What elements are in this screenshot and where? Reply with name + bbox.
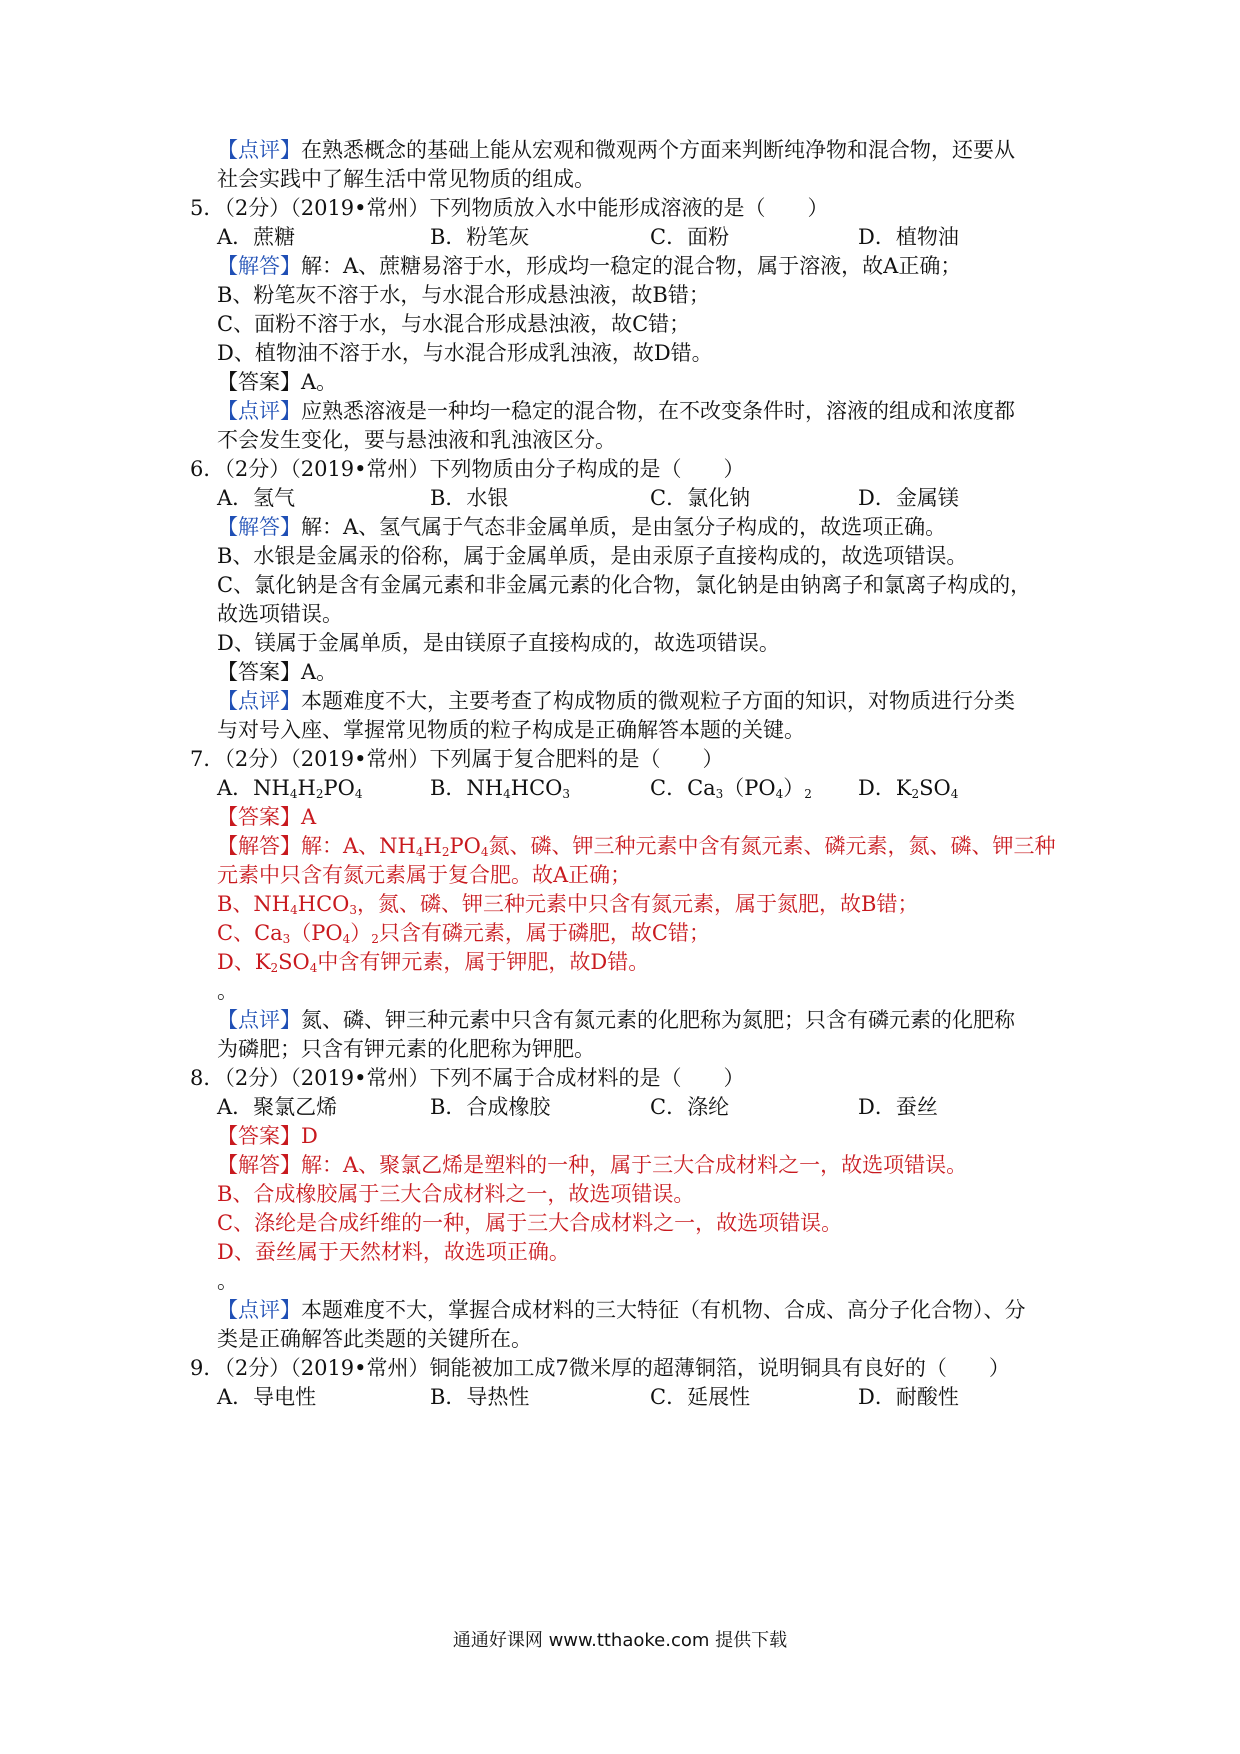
q7-option-b: B．$NH_4HCO_3$ bbox=[430, 776, 571, 801]
q5-solution-line-3: C、面粉不溶于水，与水混合形成悬浊液，故C错； bbox=[217, 312, 691, 336]
comment-label: 【点评】 bbox=[217, 399, 301, 423]
q7-stem: 7．（2分）（2019•常州）下列属于复合肥料的是（ ） bbox=[190, 747, 724, 771]
q8-solution-line-4: D、蚕丝属于天然材料，故选项正确。 bbox=[217, 1240, 570, 1264]
q6-options bbox=[217, 482, 959, 514]
q6-solution-line-2: B、水银是金属汞的俗称，属于金属单质，是由汞原子直接构成的，故选项错误。 bbox=[217, 544, 968, 568]
q8-option-d: D．蚕丝 bbox=[858, 1095, 938, 1119]
q5-option-b: B．粉笔灰 bbox=[430, 225, 530, 249]
answer-label: 【答案】 bbox=[217, 660, 301, 684]
comment-label: 【点评】 bbox=[217, 1008, 301, 1032]
q5-stem: 5．（2分）（2019•常州）下列物质放入水中能形成溶液的是（ ） bbox=[190, 196, 829, 220]
q9-option-b: B．导热性 bbox=[430, 1385, 530, 1409]
q9-option-d: D．耐酸性 bbox=[858, 1385, 959, 1409]
q4-comment-line-1 bbox=[217, 134, 1015, 166]
q7-solution-end: 。 bbox=[217, 979, 238, 1003]
q9-stem: 9．（2分）（2019•常州）铜能被加工成7微米厚的超薄铜箔，说明铜具有良好的（ ） bbox=[190, 1356, 1010, 1380]
q5-comment-line-2: 不会发生变化，要与悬浊液和乳浊液区分。 bbox=[217, 428, 616, 452]
q8-comment-line-2: 类是正确解答此类题的关键所在。 bbox=[217, 1327, 532, 1351]
q6-solution-text-1: 解：A、氢气属于气态非金属单质，是由氢分子构成的，故选项正确。 bbox=[301, 515, 947, 539]
q5-answer bbox=[217, 366, 337, 398]
q6-answer bbox=[217, 656, 337, 688]
q7-options bbox=[217, 772, 958, 804]
q8-option-a: A．聚氯乙烯 bbox=[217, 1095, 338, 1119]
solution-label: 【解答】 bbox=[217, 254, 301, 278]
q6-stem: 6．（2分）（2019•常州）下列物质由分子构成的是（ ） bbox=[190, 457, 745, 481]
q7-comment-text-1: 氮、磷、钾三种元素中只含有氮元素的化肥称为氮肥；只含有磷元素的化肥称 bbox=[301, 1008, 1015, 1032]
q7-solution-line-2: 元素中只含有氮元素属于复合肥。故A正确； bbox=[217, 863, 632, 887]
q6-solution-line-1 bbox=[217, 511, 946, 543]
q8-stem: 8．（2分）（2019•常州）下列不属于合成材料的是（ ） bbox=[190, 1066, 745, 1090]
q5-solution-line-1 bbox=[217, 250, 961, 282]
q7-option-c: C．$Ca_3(PO_4)_2$ bbox=[650, 776, 812, 801]
q5-option-c: C．面粉 bbox=[650, 225, 730, 249]
q6-solution-line-4: 故选项错误。 bbox=[217, 602, 343, 626]
q8-solution-line-2: B、合成橡胶属于三大合成材料之一，故选项错误。 bbox=[217, 1182, 695, 1206]
q6-comment-text-1: 本题难度不大，主要考查了构成物质的微观粒子方面的知识，对物质进行分类 bbox=[301, 689, 1015, 713]
comment-label: 【点评】 bbox=[217, 1298, 301, 1322]
q7-option-d: D．$K_2SO_4$ bbox=[858, 776, 959, 801]
q5-answer-value: A。 bbox=[301, 370, 338, 394]
q7-answer-value: A bbox=[301, 805, 317, 829]
q7-solution-line-1: 【解答】解：A、$NH_4H_2PO_4$氮、磷、钾三种元素中含有氮元素、磷元素，氮、磷、钾三种 bbox=[217, 834, 1056, 859]
solution-label: 【解答】 bbox=[217, 834, 301, 858]
q7-comment-line-1 bbox=[217, 1004, 1015, 1036]
q8-solution-line-3: C、涤纶是合成纤维的一种，属于三大合成材料之一，故选项错误。 bbox=[217, 1211, 843, 1235]
q7-solution-line-3: B、$NH_4HCO_3$，氮、磷、钾三种元素中只含有氮元素，属于氮肥，故B错； bbox=[217, 892, 919, 917]
q7-solution-line-4: C、$Ca_3(PO_4)_2$只含有磷元素，属于磷肥，故C错； bbox=[217, 921, 711, 946]
q6-comment-line-2: 与对号入座、掌握常见物质的粒子构成是正确解答本题的关键。 bbox=[217, 718, 805, 742]
q7-option-a: A．$NH_4H_2PO_4$ bbox=[217, 776, 363, 801]
solution-label: 【解答】 bbox=[217, 515, 301, 539]
q5-option-d: D．植物油 bbox=[858, 225, 959, 249]
q7-solution-line-5: D、$K_2SO_4$中含有钾元素，属于钾肥，故D错。 bbox=[217, 950, 650, 975]
q5-comment-line-1 bbox=[217, 395, 1015, 427]
q5-options bbox=[217, 221, 959, 253]
q9-option-a: A．导电性 bbox=[217, 1385, 317, 1409]
answer-label: 【答案】 bbox=[217, 370, 301, 394]
q8-answer-value: D bbox=[301, 1124, 318, 1148]
q5-comment-text-1: 应熟悉溶液是一种均一稳定的混合物，在不改变条件时，溶液的组成和浓度都 bbox=[301, 399, 1015, 423]
q8-option-b: B．合成橡胶 bbox=[430, 1095, 551, 1119]
q8-solution-line-1 bbox=[217, 1149, 967, 1181]
q9-option-c: C．延展性 bbox=[650, 1385, 751, 1409]
q6-solution-line-5: D、镁属于金属单质，是由镁原子直接构成的，故选项错误。 bbox=[217, 631, 780, 655]
q6-solution-line-3: C、氯化钠是含有金属元素和非金属元素的化合物，氯化钠是由钠离子和氯离子构成的， bbox=[217, 573, 1032, 597]
q5-option-a: A．蔗糖 bbox=[217, 225, 296, 249]
answer-label: 【答案】 bbox=[217, 1124, 301, 1148]
q6-option-d: D．金属镁 bbox=[858, 486, 959, 510]
q7-comment-line-2: 为磷肥；只含有钾元素的化肥称为钾肥。 bbox=[217, 1037, 595, 1061]
q9-options bbox=[217, 1381, 959, 1413]
q4-comment-text-1: 在熟悉概念的基础上能从宏观和微观两个方面来判断纯净物和混合物，还要从 bbox=[301, 138, 1015, 162]
comment-label: 【点评】 bbox=[217, 689, 301, 713]
solution-label: 【解答】 bbox=[217, 1153, 301, 1177]
q5-solution-text-1: 解：A、蔗糖易溶于水，形成均一稳定的混合物，属于溶液，故A正确； bbox=[301, 254, 962, 278]
q8-option-c: C．涤纶 bbox=[650, 1095, 730, 1119]
q8-solution-text-1: 解：A、聚氯乙烯是塑料的一种，属于三大合成材料之一，故选项错误。 bbox=[301, 1153, 968, 1177]
q6-comment-line-1 bbox=[217, 685, 1015, 717]
page-footer: 通通好课网 www.tthaoke.com 提供下载 bbox=[452, 1630, 788, 1651]
q7-answer bbox=[217, 801, 316, 833]
comment-label: 【点评】 bbox=[217, 138, 301, 162]
q5-solution-line-4: D、植物油不溶于水，与水混合形成乳浊液，故D错。 bbox=[217, 341, 713, 365]
q5-solution-line-2: B、粉笔灰不溶于水，与水混合形成悬浊液，故B错； bbox=[217, 283, 710, 307]
answer-label: 【答案】 bbox=[217, 805, 301, 829]
q6-answer-value: A。 bbox=[301, 660, 338, 684]
q8-comment-line-1 bbox=[217, 1294, 1026, 1326]
q6-option-c: C．氯化钠 bbox=[650, 486, 751, 510]
q4-comment-line-2: 社会实践中了解生活中常见物质的组成。 bbox=[217, 167, 595, 191]
q8-options bbox=[217, 1091, 938, 1123]
q6-option-a: A．氢气 bbox=[217, 486, 296, 510]
q6-option-b: B．水银 bbox=[430, 486, 509, 510]
q8-answer bbox=[217, 1120, 318, 1152]
q8-comment-text-1: 本题难度不大，掌握合成材料的三大特征（有机物、合成、高分子化合物）、分 bbox=[301, 1298, 1026, 1322]
q8-solution-end: 。 bbox=[217, 1269, 238, 1293]
